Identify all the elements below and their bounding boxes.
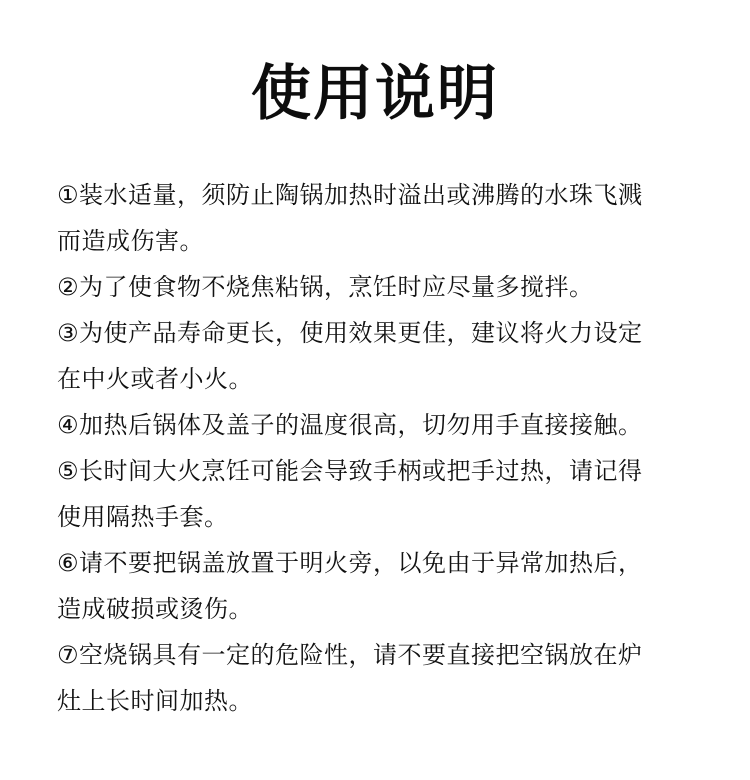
instruction-7-line-1: ⑦空烧锅具有一定的危险性，请不要直接把空锅放在炉	[57, 641, 643, 669]
instruction-2-line-1: ②为了使食物不烧焦粘锅，烹饪时应尽量多搅拌。	[57, 273, 594, 301]
page-title: 使用说明	[251, 59, 499, 129]
instruction-1-line-2: 而造成伤害。	[57, 227, 204, 255]
instruction-3-line-2: 在中火或者小火。	[57, 365, 253, 393]
instruction-6-line-1: ⑥请不要把锅盖放置于明火旁，以免由于异常加热后，	[57, 549, 643, 577]
instruction-5-line-1: ⑤长时间大火烹饪可能会导致手柄或把手过热，请记得	[57, 457, 643, 485]
instruction-3-line-1: ③为使产品寿命更长，使用效果更佳，建议将火力设定	[57, 319, 643, 347]
instruction-list	[57, 172, 707, 724]
instruction-5-line-2: 使用隔热手套。	[57, 503, 229, 531]
instruction-4-line-1: ④加热后锅体及盖子的温度很高，切勿用手直接接触。	[57, 411, 643, 439]
instruction-1-line-1: ①装水适量，须防止陶锅加热时溢出或沸腾的水珠飞溅	[57, 181, 643, 209]
instruction-7-line-2: 灶上长时间加热。	[57, 687, 253, 715]
instruction-6-line-2: 造成破损或烫伤。	[57, 595, 253, 623]
